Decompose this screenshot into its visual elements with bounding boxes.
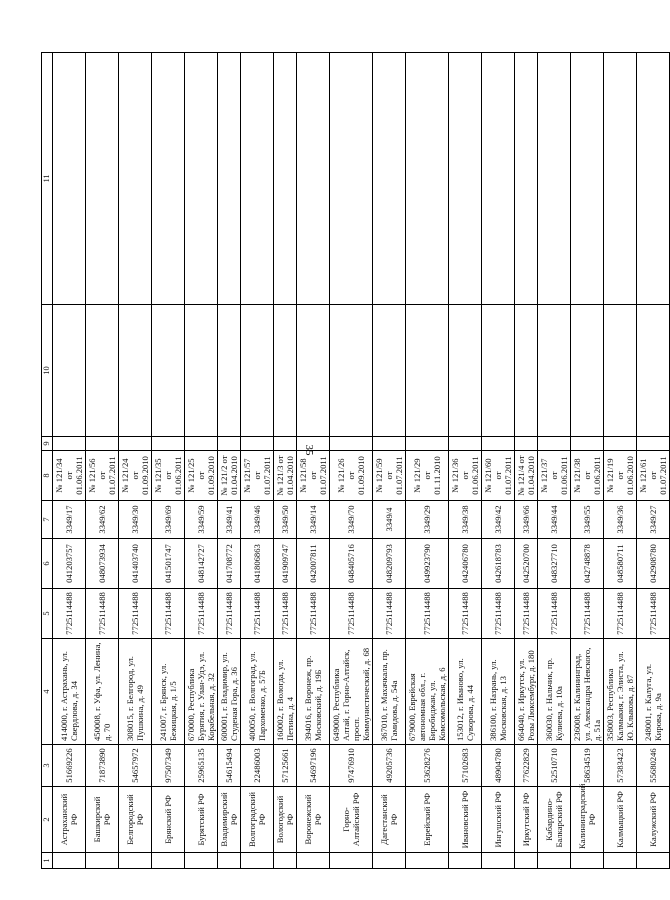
okpo-code-cell: 54697196 [297,745,330,787]
empty-cell [330,305,373,437]
bik-cell: 042748878 [571,539,604,589]
inn-cell: 7725114488 [373,589,406,639]
document-cell: № 121/38 от 01.06.2011 [571,451,604,501]
registration-code-cell: 3349/29 [406,501,449,539]
empty-cell [373,53,406,305]
registration-code-cell: 3349/46 [241,501,274,539]
empty-cell [373,437,406,451]
empty-cell [297,437,330,451]
empty-cell [53,53,86,305]
row-number-cell [297,853,330,869]
empty-cell [274,53,297,305]
empty-cell [538,305,571,437]
empty-cell [241,437,274,451]
column-number: 6 [42,539,53,589]
branch-name-cell: Воронежский РФ [297,787,330,853]
registration-code-cell: 3349/4 [373,501,406,539]
inn-cell: 7725114488 [449,589,482,639]
document-cell: № 121/36 от 01.06.2011 [449,451,482,501]
inn-cell: 7725114488 [218,589,241,639]
okpo-code-cell: 57102683 [449,745,482,787]
branch-name-cell: Кабардино-Балкарский РФ [538,787,571,853]
registration-code-cell: 3349/41 [218,501,241,539]
column-number: 5 [42,589,53,639]
branch-name-cell: Башкирский РФ [86,787,119,853]
inn-cell: 7725114488 [406,589,449,639]
column-number: 7 [42,501,53,539]
address-cell: 386100, г. Назрань, ул. Московская, д. 13 [482,639,515,745]
empty-cell [330,53,373,305]
branch-name-cell: Иркутский РФ [515,787,538,853]
column-number: 10 [42,305,53,437]
registration-code-cell: 3349/42 [482,501,515,539]
registration-code-cell: 3349/50 [274,501,297,539]
inn-cell: 7725114488 [538,589,571,639]
empty-cell [86,305,119,437]
row-number-cell [571,853,604,869]
empty-cell [185,437,218,451]
document-cell: № 121/56 от 01.07.2011 [86,451,119,501]
table-row [604,53,637,869]
row-number-cell [637,853,670,869]
address-cell: 248001, г. Калуга, ул. Кирова, д. 9а [637,639,670,745]
table-row [119,53,152,869]
empty-cell [571,53,604,305]
empty-cell [604,53,637,305]
empty-cell [406,437,449,451]
empty-cell [185,305,218,437]
table-row [218,53,241,869]
document-cell: № 121/24 от 01.09.2010 [119,451,152,501]
row-number-cell [515,853,538,869]
empty-cell [406,305,449,437]
okpo-code-cell: 58634519 [571,745,604,787]
bik-cell: 048580711 [604,539,637,589]
row-number-cell [373,853,406,869]
address-cell: 153012, г. Иваново, ул. Суворова, д. 44 [449,639,482,745]
empty-cell [185,53,218,305]
registration-code-cell: 3349/69 [152,501,185,539]
empty-cell [571,305,604,437]
row-number-cell [185,853,218,869]
bik-cell: 048327710 [538,539,571,589]
row-number-cell [330,853,373,869]
table-row [152,53,185,869]
registry-table [41,52,670,869]
inn-cell: 7725114488 [86,589,119,639]
column-number: 8 [42,451,53,501]
address-cell: 358003, Республика Калмыкия, г. Элиста, ул. Ю. Клыкова, д. 87 [604,639,637,745]
registration-code-cell: 3349/70 [330,501,373,539]
table-row [637,53,670,869]
address-cell: 649000, Республика Алтай, г. Горно-Алтайск, просп. Коммунистический, д. 68 [330,639,373,745]
column-number: 9 [42,437,53,451]
empty-cell [86,437,119,451]
inn-cell: 7725114488 [152,589,185,639]
registration-code-cell: 3349/27 [637,501,670,539]
address-cell: 241007, г. Брянск, ул. Бежицкая, д. 1/5 [152,639,185,745]
branch-name-cell: Астраханский РФ [53,787,86,853]
document-cell: № 121/34 от 01.06.2011 [53,451,86,501]
row-number-cell [218,853,241,869]
branch-name-cell: Горно-Алтайский РФ [330,787,373,853]
row-number-cell [604,853,637,869]
document-cell: № 121/2 от 01.04.2010 [218,451,241,501]
address-cell: 414000, г. Астрахань, ул. Свердлова, д. 34 [53,639,86,745]
empty-cell [637,53,670,305]
okpo-code-cell: 55680246 [637,745,670,787]
empty-cell [406,53,449,305]
registration-code-cell: 3349/62 [86,501,119,539]
okpo-code-cell: 97507349 [152,745,185,787]
empty-cell [515,305,538,437]
branch-name-cell: Белгородский РФ [119,787,152,853]
registration-code-cell: 3349/55 [571,501,604,539]
registration-code-cell: 3349/59 [185,501,218,539]
empty-cell [297,53,330,305]
okpo-code-cell: 54615494 [218,745,241,787]
inn-cell: 7725114488 [241,589,274,639]
bik-cell: 042007811 [297,539,330,589]
address-cell: 160002, г. Вологда, ул. Петина, д. 4 [274,639,297,745]
branch-name-cell: Калмыцкий РФ [604,787,637,853]
empty-cell [482,305,515,437]
inn-cell: 7725114488 [274,589,297,639]
inn-cell: 7725114488 [604,589,637,639]
empty-cell [53,437,86,451]
address-cell: 360030, г. Нальчик, пр. Кулиева, д. 10а [538,639,571,745]
address-cell: 308015, г. Белгород, ул. Пушкина, д. 49 [119,639,152,745]
branch-name-cell: Владимирский РФ [218,787,241,853]
table-row [373,53,406,869]
empty-cell [330,437,373,451]
bik-cell: 042908780 [637,539,670,589]
bik-cell: 041806863 [241,539,274,589]
table-row [241,53,274,869]
bik-cell: 041203757 [53,539,86,589]
table-row [86,53,119,869]
address-cell: 670000, Республика Бурятия, г. Улан-Удэ, ул. Корабельная, д. 32 [185,639,218,745]
empty-cell [241,53,274,305]
table-row [571,53,604,869]
address-cell: 450008, г. Уфа, ул. Ленина, д. 70 [86,639,119,745]
inn-cell: 7725114488 [119,589,152,639]
empty-cell [449,437,482,451]
empty-cell [538,53,571,305]
row-number-cell [119,853,152,869]
empty-cell [515,53,538,305]
row-number-cell [274,853,297,869]
branch-name-cell: Еврейский РФ [406,787,449,853]
bik-cell: 042406780 [449,539,482,589]
okpo-code-cell: 54657972 [119,745,152,787]
branch-name-cell: Бурятский РФ [185,787,218,853]
empty-cell [571,437,604,451]
address-cell: 600001, г. Владимир, ул. Студеная Гора, д. 36 [218,639,241,745]
empty-cell [152,437,185,451]
branch-name-cell: Дагестанский РФ [373,787,406,853]
registration-code-cell: 3349/36 [604,501,637,539]
column-number: 11 [42,53,53,305]
empty-cell [152,305,185,437]
column-number: 4 [42,639,53,745]
row-number-cell [449,853,482,869]
empty-cell [86,53,119,305]
row-number-cell [53,853,86,869]
empty-cell [373,305,406,437]
row-number-cell [86,853,119,869]
inn-cell: 7725114488 [571,589,604,639]
branch-name-cell: Калужский РФ [637,787,670,853]
document-cell: № 121/58 от 01.07.2011 [297,451,330,501]
document-cell: № 121/29 от 01.11.2010 [406,451,449,501]
column-number: 1 [42,853,53,869]
row-number-cell [241,853,274,869]
empty-cell [119,437,152,451]
empty-cell [637,437,670,451]
empty-cell [119,53,152,305]
empty-cell [274,305,297,437]
registration-code-cell: 3349/38 [449,501,482,539]
empty-cell [53,305,86,437]
okpo-code-cell: 53628276 [406,745,449,787]
empty-cell [297,305,330,437]
bik-cell: 048405716 [330,539,373,589]
bik-cell: 049923790 [406,539,449,589]
empty-cell [218,53,241,305]
table-row [515,53,538,869]
table-row [185,53,218,869]
registration-code-cell: 3349/66 [515,501,538,539]
row-number-cell [538,853,571,869]
column-number: 2 [42,787,53,853]
bik-cell: 042618783 [482,539,515,589]
inn-cell: 7725114488 [53,589,86,639]
document-cell: № 121/3 от 01.04.2010 [274,451,297,501]
empty-cell [449,53,482,305]
branch-name-cell: Ивановский РФ [449,787,482,853]
empty-cell [604,305,637,437]
row-number-cell [406,853,449,869]
row-number-cell [152,853,185,869]
table-row [274,53,297,869]
registry-table-area [41,53,668,869]
empty-cell [274,437,297,451]
okpo-code-cell: 71873890 [86,745,119,787]
table-row [53,53,86,869]
empty-cell [482,437,515,451]
address-cell: 394016, г. Воронеж, пр. Московский, д. 19Б [297,639,330,745]
rotated-page-content [41,53,668,869]
okpo-code-cell: 49205736 [373,745,406,787]
okpo-code-cell: 51669226 [53,745,86,787]
branch-name-cell: Вологодский РФ [274,787,297,853]
bik-cell: 048073934 [86,539,119,589]
document-cell: № 121/60 от 01.07.2011 [482,451,515,501]
document-cell: № 121/4 от 01.04.2010 [515,451,538,501]
empty-cell [152,53,185,305]
address-cell: 679000, Еврейская автономная обл., г. Биробиджан, ул. Комсомольская, д. 6 [406,639,449,745]
row-number-cell [482,853,515,869]
address-cell: 664040, г. Иркутск, ул. Розы Люксембург, д. 180 [515,639,538,745]
empty-cell [449,305,482,437]
registration-code-cell: 3349/14 [297,501,330,539]
inn-cell: 7725114488 [297,589,330,639]
okpo-code-cell: 57125661 [274,745,297,787]
address-cell: 236008, г. Калининград, ул. Александра Невского, д. 51а [571,639,604,745]
okpo-code-cell: 48904780 [482,745,515,787]
document-cell: № 121/19 от 01.06.2010 [604,451,637,501]
table-row [538,53,571,869]
branch-name-cell: Брянский РФ [152,787,185,853]
bik-cell: 041403740 [119,539,152,589]
table-row [406,53,449,869]
table-row [449,53,482,869]
okpo-code-cell: 97476910 [330,745,373,787]
document-cell: № 121/35 от 01.06.2011 [152,451,185,501]
empty-cell [218,437,241,451]
bik-cell: 042520700 [515,539,538,589]
branch-name-cell: Ингушский РФ [482,787,515,853]
registration-code-cell: 3349/44 [538,501,571,539]
inn-cell: 7725114488 [637,589,670,639]
okpo-code-cell: 77622829 [515,745,538,787]
empty-cell [637,305,670,437]
okpo-code-cell: 52510710 [538,745,571,787]
okpo-code-cell: 57383423 [604,745,637,787]
bik-cell: 048142727 [185,539,218,589]
okpo-code-cell: 22486003 [241,745,274,787]
table-row [297,53,330,869]
empty-cell [119,305,152,437]
registration-code-cell: 3349/30 [119,501,152,539]
bik-cell: 041501747 [152,539,185,589]
bik-cell: 048209793 [373,539,406,589]
table-row [482,53,515,869]
document-cell: № 121/26 от 01.09.2010 [330,451,373,501]
document-cell: № 121/57 от 01.07.2011 [241,451,274,501]
bik-cell: 041708772 [218,539,241,589]
branch-name-cell: Волгоградский РФ [241,787,274,853]
document-cell: № 121/37 от 01.06.2011 [538,451,571,501]
column-number-row [42,53,53,869]
empty-cell [604,437,637,451]
page-number: 35 [303,444,315,456]
inn-cell: 7725114488 [330,589,373,639]
column-number: 3 [42,745,53,787]
okpo-code-cell: 25965135 [185,745,218,787]
inn-cell: 7725114488 [515,589,538,639]
address-cell: 400050, г. Волгоград, ул. Пархоменко, д. 57Б [241,639,274,745]
bik-cell: 041909747 [274,539,297,589]
document-cell: № 121/25 от 01.09.2010 [185,451,218,501]
registration-code-cell: 3349/17 [53,501,86,539]
document-cell: № 121/61 от 01.07.2011 [637,451,670,501]
empty-cell [218,305,241,437]
address-cell: 367010, г. Махачкала, пр. Гамидова, д. 54а [373,639,406,745]
empty-cell [241,305,274,437]
table-row [330,53,373,869]
empty-cell [515,437,538,451]
empty-cell [538,437,571,451]
document-cell: № 121/59 от 01.07.2011 [373,451,406,501]
inn-cell: 7725114488 [482,589,515,639]
empty-cell [482,53,515,305]
branch-name-cell: Калининградский РФ [571,787,604,853]
inn-cell: 7725114488 [185,589,218,639]
